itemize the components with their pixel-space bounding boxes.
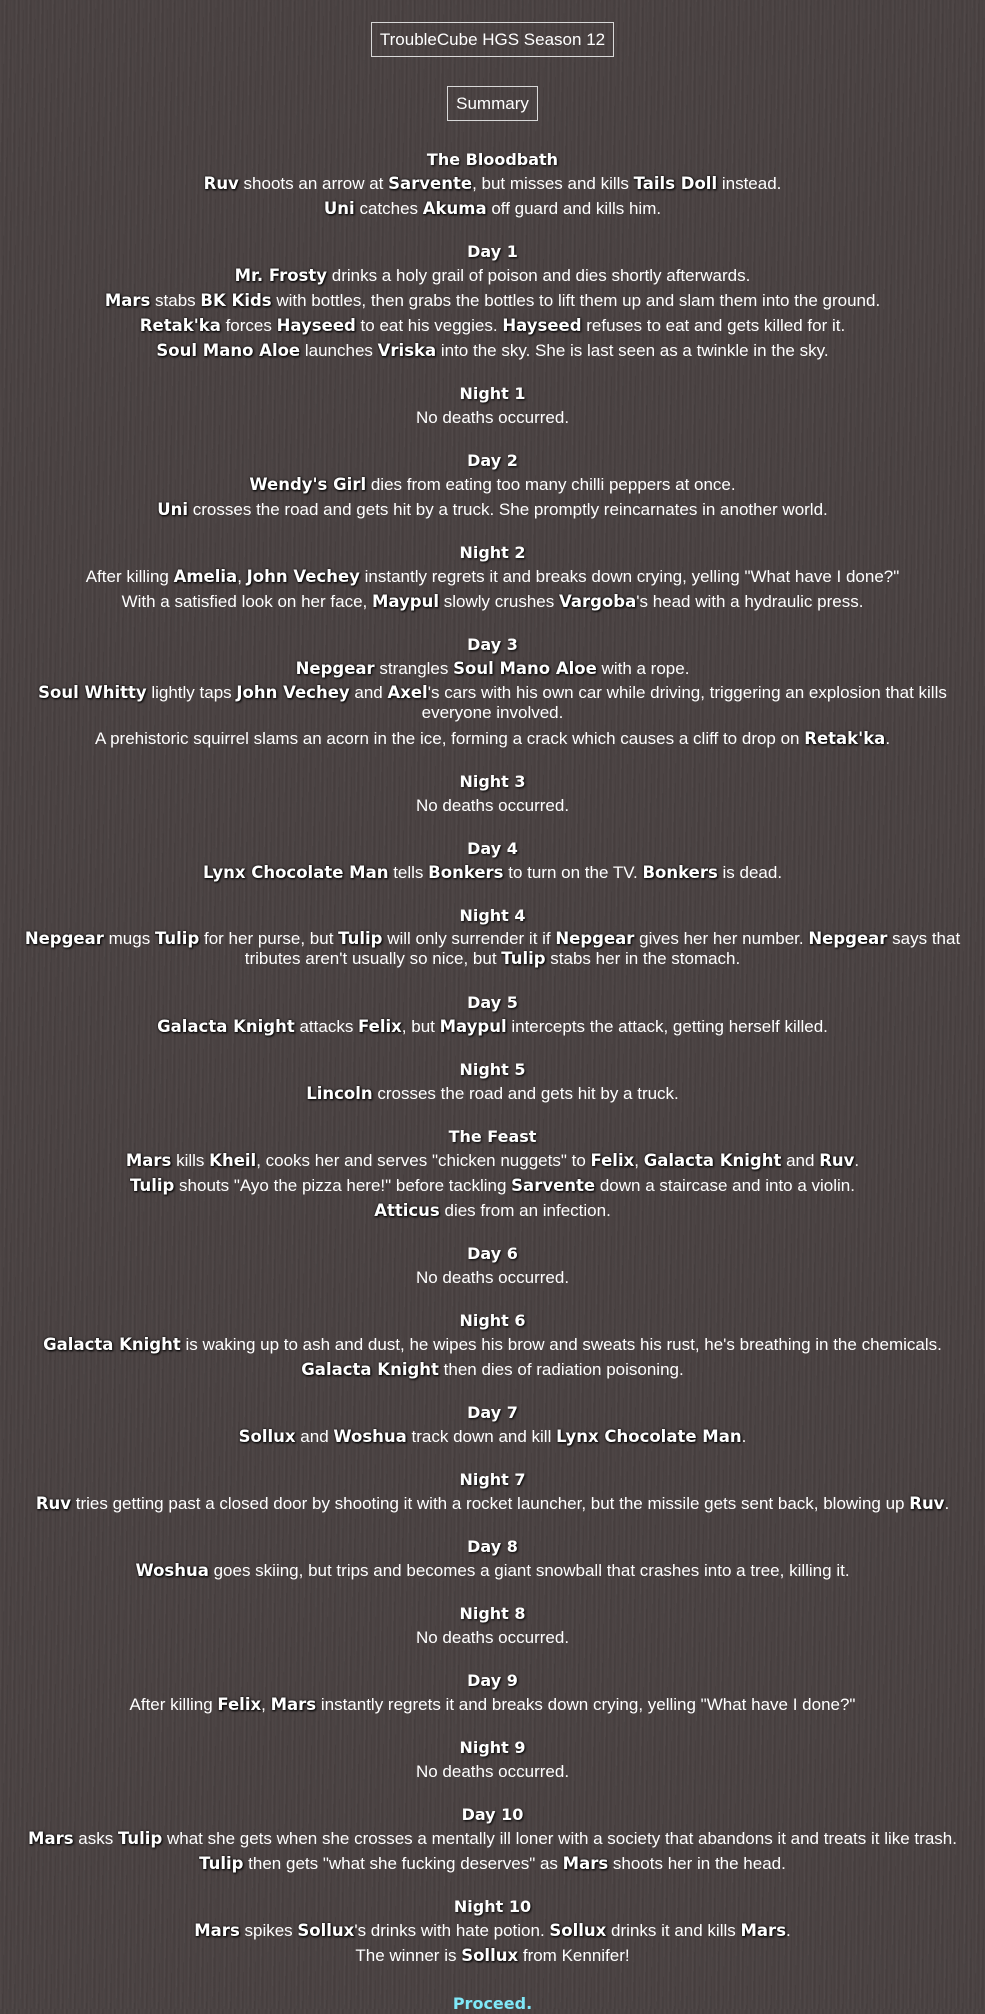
tribute-name: Atticus bbox=[374, 1201, 440, 1220]
event-text: A prehistoric squirrel slams an acorn in the ice, forming a crack which causes a cliff to drop on bbox=[94, 729, 805, 748]
tribute-name: Mars bbox=[740, 1921, 787, 1940]
tribute-name: Uni bbox=[157, 500, 189, 519]
event-section bbox=[0, 634, 985, 751]
event-section bbox=[0, 771, 985, 818]
tribute-name: Galacta Knight bbox=[157, 1017, 295, 1036]
event-line bbox=[0, 405, 985, 430]
tribute-name: Vargoba bbox=[558, 592, 637, 611]
event-section bbox=[0, 905, 985, 972]
event-text: shoots her in the head. bbox=[608, 1854, 786, 1873]
event-text: shouts "Ayo the pizza here!" before tackling bbox=[174, 1176, 512, 1195]
tribute-name: Nepgear bbox=[24, 929, 104, 948]
tribute-name: Tulip bbox=[199, 1854, 244, 1873]
event-text: , cooks her and serves "chicken nuggets" to bbox=[256, 1151, 591, 1170]
page-title: TroubleCube HGS Season 12 bbox=[371, 22, 614, 57]
tribute-name: Akuma bbox=[422, 199, 487, 218]
section-title: Day 9 bbox=[467, 1671, 518, 1690]
event-text: crosses the road and gets hit by a truck. She promptly reincarnates in another world. bbox=[188, 500, 828, 519]
event-line bbox=[0, 263, 985, 288]
event-line bbox=[0, 564, 985, 589]
tribute-name: Retak'ka bbox=[804, 729, 886, 748]
tribute-name: Felix bbox=[590, 1151, 635, 1170]
event-text: No deaths occurred. bbox=[415, 1268, 570, 1287]
event-section bbox=[0, 1126, 985, 1223]
tribute-name: Ruv bbox=[909, 1494, 945, 1513]
tribute-name: Axel bbox=[387, 683, 428, 702]
event-section bbox=[0, 149, 985, 221]
event-line bbox=[0, 1625, 985, 1650]
footer bbox=[0, 1988, 985, 2014]
tribute-name: Felix bbox=[217, 1695, 262, 1714]
event-line bbox=[0, 497, 985, 522]
event-text: mugs bbox=[103, 929, 155, 948]
event-section bbox=[0, 542, 985, 614]
event-text: and bbox=[295, 1427, 334, 1446]
tribute-name: Uni bbox=[323, 199, 355, 218]
tribute-name: Mars bbox=[194, 1921, 240, 1940]
event-line bbox=[0, 1692, 985, 1717]
event-text: to turn on the TV. bbox=[503, 863, 643, 882]
event-text: strangles bbox=[374, 659, 454, 678]
event-section bbox=[0, 1469, 985, 1516]
tribute-name: Galacta Knight bbox=[43, 1335, 181, 1354]
event-line bbox=[0, 1357, 985, 1382]
tribute-name: Hayseed bbox=[276, 316, 356, 335]
tribute-name: Galacta Knight bbox=[301, 1360, 439, 1379]
event-text: then gets "what she fucking deserves" as bbox=[243, 1854, 563, 1873]
event-text: tells bbox=[388, 863, 429, 882]
section-title: Night 10 bbox=[453, 1897, 532, 1916]
tribute-name: Maypul bbox=[371, 592, 439, 611]
event-text: down a staircase and into a violin. bbox=[595, 1176, 855, 1195]
section-title: Night 4 bbox=[459, 906, 526, 925]
event-text: track down and kill bbox=[406, 1427, 557, 1446]
tribute-name: Amelia bbox=[173, 567, 238, 586]
event-text: says that tributes aren't usually so nice, but bbox=[244, 929, 961, 968]
event-text: what she gets when she crosses a mentally ill loner with a society that abandons it and treats it like trash. bbox=[162, 1829, 957, 1848]
event-line bbox=[0, 1759, 985, 1784]
event-line bbox=[0, 1081, 985, 1106]
event-text: drinks it and kills bbox=[606, 1921, 741, 1940]
event-line bbox=[0, 288, 985, 313]
event-line bbox=[0, 1558, 985, 1583]
tribute-name: Soul Mano Aloe bbox=[156, 341, 301, 360]
event-text: is waking up to ash and dust, he wipes his brow and sweats his rust, he's breathing in the chemicals. bbox=[180, 1335, 942, 1354]
event-text: 's cars with his own car while driving, triggering an explosion that kills everyone involved. bbox=[421, 683, 947, 722]
event-text: After killing bbox=[129, 1695, 218, 1714]
event-text: gives her her number. bbox=[634, 929, 809, 948]
event-text: instead. bbox=[717, 174, 782, 193]
event-text: No deaths occurred. bbox=[415, 1628, 570, 1647]
event-text: shoots an arrow at bbox=[238, 174, 389, 193]
section-title: Day 4 bbox=[467, 839, 518, 858]
event-section bbox=[0, 241, 985, 363]
event-line bbox=[0, 656, 985, 681]
event-text: stabs bbox=[150, 291, 201, 310]
event-text: is dead. bbox=[717, 863, 783, 882]
tribute-name: Sollux bbox=[549, 1921, 607, 1940]
summary-heading: Summary bbox=[447, 86, 538, 121]
tribute-name: Sollux bbox=[238, 1427, 296, 1446]
event-text: 's drinks with hate potion. bbox=[354, 1921, 550, 1940]
event-line bbox=[0, 860, 985, 885]
tribute-name: Kheil bbox=[209, 1151, 257, 1170]
event-line bbox=[0, 681, 985, 726]
section-title: Day 8 bbox=[467, 1537, 518, 1556]
event-section bbox=[0, 383, 985, 430]
event-section bbox=[0, 450, 985, 522]
event-text: No deaths occurred. bbox=[415, 1762, 570, 1781]
event-text: with a rope. bbox=[596, 659, 690, 678]
event-line bbox=[0, 171, 985, 196]
event-line bbox=[0, 1491, 985, 1516]
tribute-name: Sollux bbox=[461, 1946, 519, 1965]
section-title: The Feast bbox=[448, 1127, 537, 1146]
event-text: forces bbox=[220, 316, 277, 335]
tribute-name: John Vechey bbox=[246, 567, 360, 586]
event-line bbox=[0, 927, 985, 972]
section-title: Day 2 bbox=[467, 451, 518, 470]
event-line bbox=[0, 1265, 985, 1290]
tribute-name: Maypul bbox=[439, 1017, 507, 1036]
tribute-name: Mars bbox=[104, 291, 151, 310]
event-text: spikes bbox=[239, 1921, 298, 1940]
event-text: launches bbox=[300, 341, 378, 360]
event-text: 's head with a hydraulic press. bbox=[636, 592, 864, 611]
section-title: Night 2 bbox=[459, 543, 526, 562]
tribute-name: Sollux bbox=[297, 1921, 355, 1940]
event-text: asks bbox=[73, 1829, 118, 1848]
event-line bbox=[0, 1918, 985, 1943]
event-line bbox=[0, 726, 985, 751]
event-section bbox=[0, 1402, 985, 1449]
event-section bbox=[0, 1670, 985, 1717]
tribute-name: Vriska bbox=[377, 341, 437, 360]
event-text: into the sky. She is last seen as a twinkle in the sky. bbox=[436, 341, 829, 360]
event-section bbox=[0, 1737, 985, 1784]
tribute-name: Tulip bbox=[154, 929, 200, 948]
summary-wrap bbox=[0, 86, 985, 121]
event-line bbox=[0, 1826, 985, 1851]
tribute-name: Soul Mano Aloe bbox=[453, 659, 597, 678]
tribute-name: Tails Doll bbox=[633, 174, 718, 193]
proceed-link[interactable]: Proceed. bbox=[452, 1994, 533, 2013]
event-line bbox=[0, 1198, 985, 1223]
event-text: lightly taps bbox=[146, 683, 237, 702]
event-section bbox=[0, 1603, 985, 1650]
event-text: for her purse, but bbox=[199, 929, 339, 948]
event-text: instantly regrets it and breaks down crying, yelling "What have I done?" bbox=[316, 1695, 856, 1714]
event-text: refuses to eat and gets killed for it. bbox=[581, 316, 846, 335]
event-text: With a satisfied look on her face, bbox=[121, 592, 372, 611]
event-text: slowly crushes bbox=[439, 592, 559, 611]
tribute-name: Nepgear bbox=[295, 659, 375, 678]
event-line bbox=[0, 1332, 985, 1357]
tribute-name: Woshua bbox=[135, 1561, 209, 1580]
event-text: and bbox=[781, 1151, 820, 1170]
tribute-name: Wendy's Girl bbox=[249, 475, 367, 494]
tribute-name: Woshua bbox=[333, 1427, 407, 1446]
event-line bbox=[0, 313, 985, 338]
event-section bbox=[0, 1243, 985, 1290]
section-title: Night 3 bbox=[459, 772, 526, 791]
event-section bbox=[0, 838, 985, 885]
section-title: Day 7 bbox=[467, 1403, 518, 1422]
tribute-name: Mars bbox=[562, 1854, 609, 1873]
event-text: dies from an infection. bbox=[439, 1201, 611, 1220]
event-section bbox=[0, 992, 985, 1039]
section-title: Night 1 bbox=[459, 384, 526, 403]
event-text: , bbox=[261, 1695, 271, 1714]
event-text: After killing bbox=[85, 567, 174, 586]
event-text: goes skiing, but trips and becomes a giant snowball that crashes into a tree, killing it. bbox=[208, 1561, 850, 1580]
event-text: then dies of radiation poisoning. bbox=[438, 1360, 684, 1379]
event-text: , but bbox=[401, 1017, 440, 1036]
event-line bbox=[0, 1148, 985, 1173]
section-title: Night 5 bbox=[459, 1060, 526, 1079]
tribute-name: Mr. Frosty bbox=[234, 266, 328, 285]
tribute-name: Tulip bbox=[130, 1176, 175, 1195]
event-text: , bbox=[634, 1151, 644, 1170]
section-title: Day 10 bbox=[461, 1805, 524, 1824]
event-text: catches bbox=[354, 199, 423, 218]
tribute-name: Lincoln bbox=[306, 1084, 373, 1103]
tribute-name: Mars bbox=[125, 1151, 172, 1170]
event-section bbox=[0, 1896, 985, 1968]
event-text: . bbox=[741, 1427, 747, 1446]
tribute-name: Lynx Chocolate Man bbox=[202, 863, 389, 882]
event-line bbox=[0, 472, 985, 497]
event-text: No deaths occurred. bbox=[415, 408, 570, 427]
event-text: The winner is bbox=[355, 1946, 462, 1965]
event-text: . bbox=[854, 1151, 860, 1170]
event-text: from Kennifer! bbox=[518, 1946, 630, 1965]
tribute-name: John Vechey bbox=[236, 683, 350, 702]
event-text: attacks bbox=[294, 1017, 359, 1036]
event-line bbox=[0, 1014, 985, 1039]
tribute-name: Nepgear bbox=[555, 929, 635, 948]
tribute-name: BK Kids bbox=[200, 291, 272, 310]
event-text: crosses the road and gets hit by a truck. bbox=[372, 1084, 679, 1103]
event-text: to eat his veggies. bbox=[355, 316, 503, 335]
tribute-name: Bonkers bbox=[428, 863, 504, 882]
event-text: drinks a holy grail of poison and dies shortly afterwards. bbox=[327, 266, 751, 285]
event-section bbox=[0, 1536, 985, 1583]
section-title: Day 1 bbox=[467, 242, 518, 261]
event-line bbox=[0, 1173, 985, 1198]
tribute-name: Sarvente bbox=[511, 1176, 596, 1195]
event-line bbox=[0, 1851, 985, 1876]
event-text: stabs her in the stomach. bbox=[545, 949, 741, 968]
section-title: Night 6 bbox=[459, 1311, 526, 1330]
events-list bbox=[0, 149, 985, 1968]
event-text: off guard and kills him. bbox=[486, 199, 662, 218]
event-line bbox=[0, 589, 985, 614]
tribute-name: Ruv bbox=[819, 1151, 855, 1170]
event-text: , bbox=[237, 567, 247, 586]
event-text: instantly regrets it and breaks down crying, yelling "What have I done?" bbox=[359, 567, 900, 586]
section-title: Night 9 bbox=[459, 1738, 526, 1757]
event-text: . bbox=[786, 1921, 791, 1940]
event-text: kills bbox=[171, 1151, 210, 1170]
title-wrap bbox=[0, 22, 985, 57]
section-title: Night 8 bbox=[459, 1604, 526, 1623]
event-section bbox=[0, 1310, 985, 1382]
tribute-name: Galacta Knight bbox=[643, 1151, 782, 1170]
event-section bbox=[0, 1804, 985, 1876]
section-title: Day 3 bbox=[467, 635, 518, 654]
event-text: . bbox=[885, 729, 891, 748]
event-line bbox=[0, 1424, 985, 1449]
event-line bbox=[0, 1943, 985, 1968]
event-text: . bbox=[944, 1494, 950, 1513]
tribute-name: Soul Whitty bbox=[38, 683, 147, 702]
tribute-name: Sarvente bbox=[388, 174, 473, 193]
event-text: , but misses and kills bbox=[472, 174, 634, 193]
tribute-name: Mars bbox=[270, 1695, 317, 1714]
section-title: Night 7 bbox=[459, 1470, 526, 1489]
event-text: with bottles, then grabs the bottles to lift them up and slam them into the ground. bbox=[271, 291, 881, 310]
section-title: The Bloodbath bbox=[426, 150, 559, 169]
section-title: Day 6 bbox=[467, 1244, 518, 1263]
event-text: and bbox=[349, 683, 388, 702]
event-text: will only surrender it if bbox=[382, 929, 556, 948]
tribute-name: Nepgear bbox=[808, 929, 888, 948]
tribute-name: Hayseed bbox=[502, 316, 582, 335]
tribute-name: Retak'ka bbox=[139, 316, 221, 335]
event-text: No deaths occurred. bbox=[415, 796, 570, 815]
section-title: Day 5 bbox=[467, 993, 518, 1012]
tribute-name: Ruv bbox=[203, 174, 239, 193]
event-line bbox=[0, 196, 985, 221]
event-section bbox=[0, 1059, 985, 1106]
event-text: intercepts the attack, getting herself killed. bbox=[506, 1017, 828, 1036]
tribute-name: Mars bbox=[28, 1829, 74, 1848]
tribute-name: Tulip bbox=[501, 949, 546, 968]
tribute-name: Felix bbox=[358, 1017, 402, 1036]
event-line bbox=[0, 793, 985, 818]
event-text: tries getting past a closed door by shooting it with a rocket launcher, but the missile gets sent back, blowing up bbox=[71, 1494, 910, 1513]
event-text: dies from eating too many chilli peppers at once. bbox=[366, 475, 736, 494]
tribute-name: Tulip bbox=[338, 929, 383, 948]
tribute-name: Bonkers bbox=[642, 863, 718, 882]
tribute-name: Tulip bbox=[117, 1829, 163, 1848]
tribute-name: Ruv bbox=[35, 1494, 72, 1513]
event-line bbox=[0, 338, 985, 363]
tribute-name: Lynx Chocolate Man bbox=[556, 1427, 742, 1446]
